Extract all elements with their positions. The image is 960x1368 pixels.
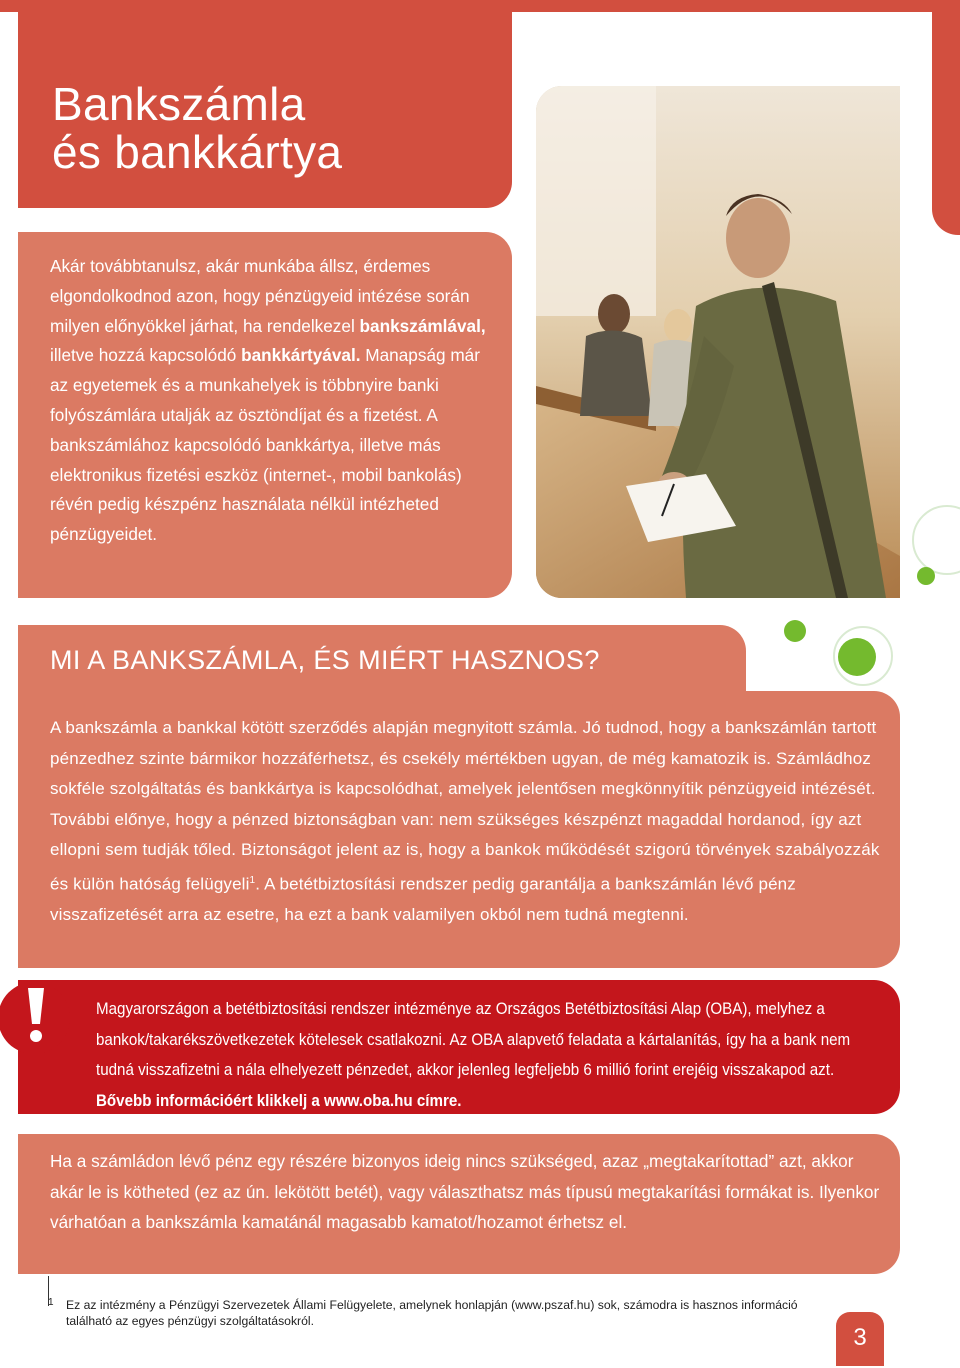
exclamation-icon — [0, 984, 80, 1056]
decor-dot — [917, 567, 935, 585]
section-body-part-b: . A betétbiztosítási rendszer pedig garantálja a bankszámlán lévő pénz visszafizetését arra az esetre, ha ezt a bank valamilyen okból nem tudná megtenni. — [50, 874, 796, 924]
footnote-number — [48, 1297, 54, 1313]
savings-text: Ha a számládon lévő pénz egy részére bizonyos ideig nincs szükséged, azaz „megtakarítottad” azt, akkor akár le is kötheted (ez az ún. lekötött betét), vagy választhatsz más típusú megtakarítási formákat is. Ilyenkor várhatóan a bankszámla kamatánál magasabb kamatot/hozamot érhetsz el. — [50, 1151, 880, 1232]
page-number-box — [836, 1312, 884, 1366]
savings-box — [18, 1134, 900, 1274]
intro-text — [50, 252, 502, 550]
footnote-text: Ez az intézmény a Pénzügyi Szervezetek Állami Felügyelete, amelynek honlapján (www.pszaf.hu) sok, számodra is hasznos információ található az egyes pénzügyi szolgáltatásokról. — [66, 1298, 798, 1328]
footnote-ref: 1 — [249, 874, 256, 886]
intro-part1: Akár továbbtanulsz, akár munkába állsz, érdemes elgondolkodnod azon, hogy pénzügyeid intézése során milyen előnyökkel járhat, ha rendelkezel — [50, 256, 470, 336]
decor-dot — [784, 620, 806, 642]
page-title-line2: és bankkártya — [52, 126, 343, 178]
section-heading: MI A BANKSZÁMLA, ÉS MIÉRT HASZNOS? — [50, 645, 600, 675]
intro-bold-bankszamla: bankszámlával, — [359, 315, 486, 336]
photo-young-man-writing — [536, 86, 900, 598]
warning-text — [96, 994, 887, 1116]
section-body-part-a: A bankszámla a bankkal kötött szerződés alapján megnyitott számla. Jó tudnod, hogy a bankszámlán tartott pénzedhez szinte bármikor hozzáférhetsz, és csekély mértékben ugyan, de még kamatozik is. Számládhoz sokféle szolgáltatás és bankkártya is kapcsolódhat, amelyek jelentősen megkönnyítik pénzügyeid intézését. További előnye, hogy a pénzed biztonságban van: nem szükséges készpénzt magaddal hordanod, így azt ellopni sem tudják tőled. Biztonságot jelent az is, hogy a bankok működését szigorú törvények szabályozzák és külön hatóság felügyeli — [50, 718, 880, 894]
section-body-box — [18, 691, 900, 968]
page-title-line1: Bankszámla — [52, 78, 306, 130]
intro-bold-bankkartya: bankkártyával. — [241, 345, 361, 366]
decor-ring — [912, 505, 960, 575]
decor-dot — [838, 638, 876, 676]
footnote-number-sup: 1 — [48, 1297, 54, 1308]
section-body-text — [50, 713, 882, 930]
photo-illustration — [536, 86, 900, 598]
warning-box — [18, 980, 900, 1114]
page-number: 3 — [853, 1324, 867, 1351]
warning-body: Magyarországon a betétbiztosítási rendszer intézménye az Országos Betétbiztosítási Alap (OBA), melyhez a bankok/takarékszövetkezetek kötelesek csatlakozni. Az OBA alapvető feladata a kártalanítás, így ha a bank nem tudná visszafizetni a nála elhelyezett pénzedet, akkor jelenleg legfeljebb 6 millió forint erejéig visszakapod azt. — [96, 1000, 851, 1079]
intro-box — [18, 232, 512, 598]
intro-part2: illetve hozzá kapcsolódó — [50, 345, 242, 366]
title-box — [18, 0, 512, 208]
oba-link[interactable]: Bővebb információért klikkelj a www.oba.hu címre. — [96, 1091, 462, 1110]
page-title — [52, 80, 342, 176]
right-edge-tab — [932, 0, 960, 235]
intro-part3: Manapság már az egyetemek és a munkahelyek is többnyire banki folyószámlára utalják az ösztöndíjat és a fizetést. A bankszámlához kapcsolódó bankkártya, illetve más elektronikus fizetési eszköz (internet-, mobil bankolás) révén pedig készpénz használata nélkül intézheted pénzügyeidet. — [50, 345, 480, 545]
section-heading-box — [18, 625, 746, 691]
